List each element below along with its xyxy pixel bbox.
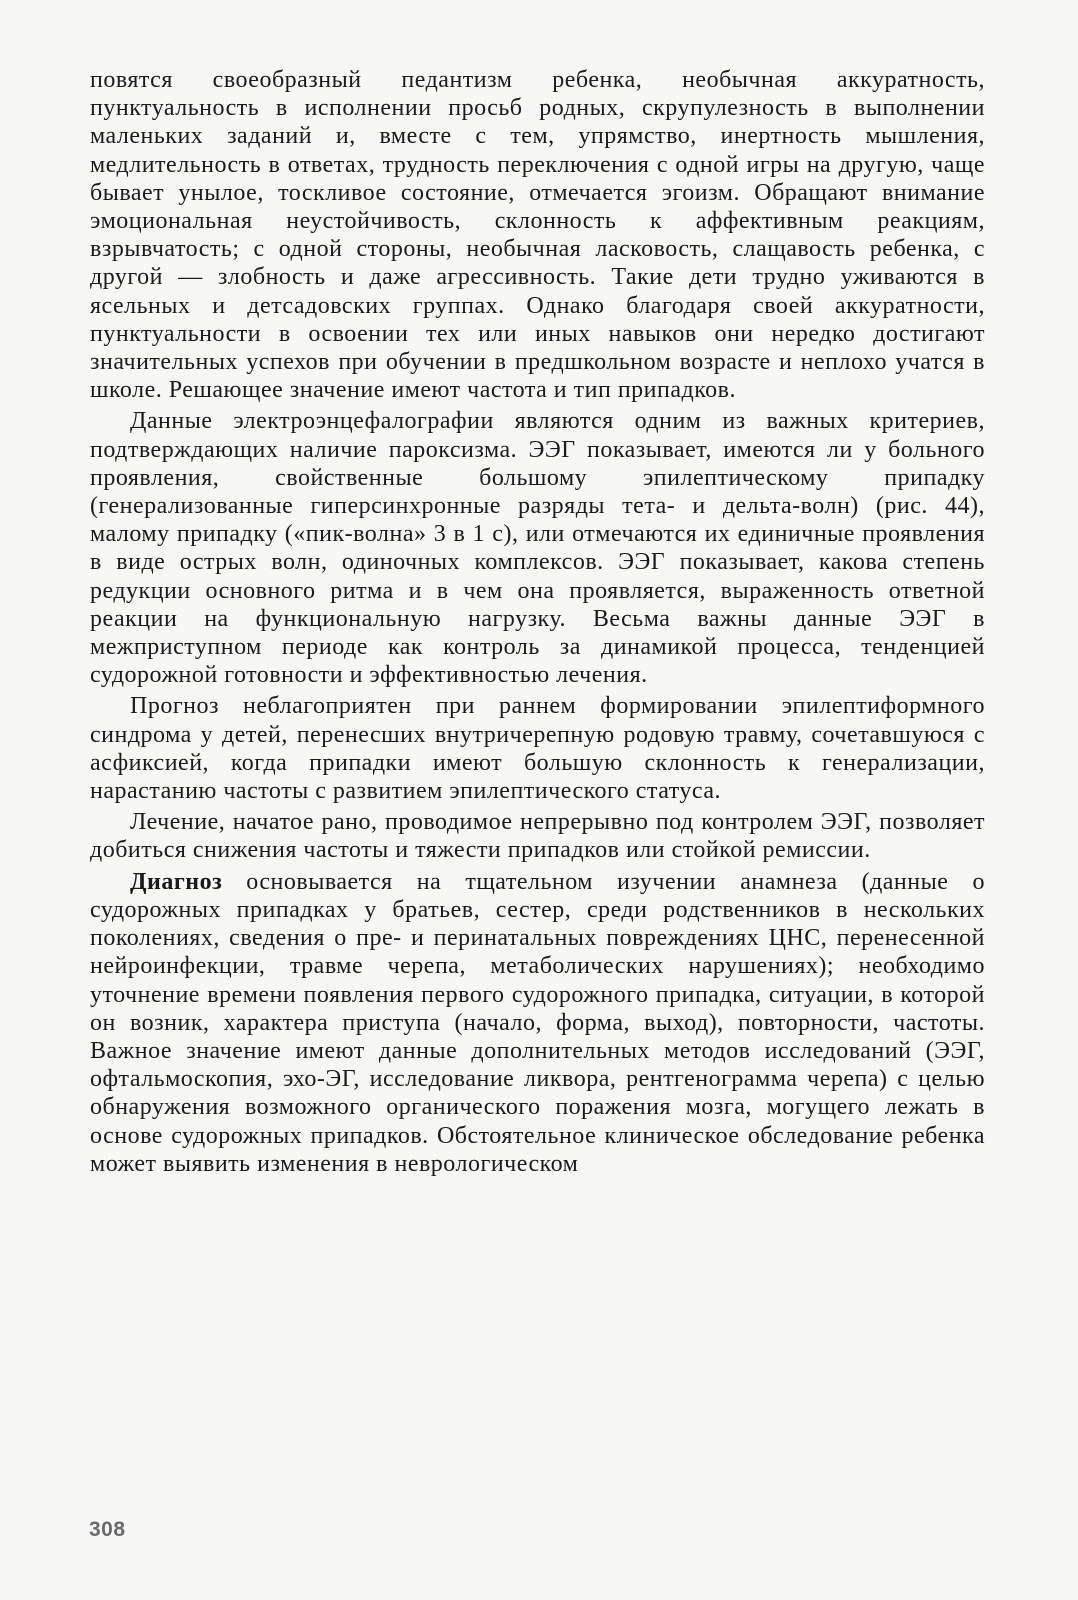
paragraph-1-text: повятся своеобразный педантизм ребенка, необычная аккуратность, пунктуальность в исполнении просьб родных, скрупулезность в выполнении маленьких заданий и, вместе с тем, упрямство, инертность мышления, медлительность в ответах, трудность переключения с одной игры на другую, чаще бывает унылое, тоскливое состояние, отмечается эгоизм. Обращают внимание эмоциональная неустойчивость, склонность к аффективным реакциям, взрывчатость; с одной стороны, необычная ласковость, слащавость ребенка, с другой — злобность и даже агрессивность. Такие дети трудно уживаются в ясельных и детсадовских группах. Однако благодаря своей аккуратности, пунктуальности в освоении тех или иных навыков они нередко достигают значительных успехов при обучении в предшкольном возрасте и неплохо учатся в школе. Решающее значение имеют частота и тип припадков. [90, 67, 985, 404]
paragraph-1 [90, 66, 985, 404]
page-body [90, 66, 985, 1178]
paragraph-3-text: Прогноз неблагоприятен при раннем формировании эпилептиформного синдрома у детей, перенесших внутричерепную родовую травму, сочетавшуюся с асфиксией, когда припадки имеют большую склонность к генерализации, нарастанию частоты с развитием эпилептического статуса. [90, 693, 985, 805]
paragraph-2-text: Данные электроэнцефалографии являются одним из важных критериев, подтверждающих наличие пароксизма. ЭЭГ показывает, имеются ли у больного проявления, свойственные большому эпилептическому припадку (генерализованные гиперсинхронные разряды тета- и дельта-волн) (рис. 44), малому припадку («пик-волна» 3 в 1 с), или отмечаются их единичные проявления в виде острых волн, одиночных комплексов. ЭЭГ показывает, какова степень редукции основного ритма и в чем она проявляется, выраженность ответной реакции на функциональную нагрузку. Весьма важны данные ЭЭГ в межприступном периоде как контроль за динамикой процесса, тенденцией судорожной готовности и эффективностью лечения. [90, 408, 985, 689]
paragraph-2 [90, 407, 985, 689]
page-number: 308 [89, 1518, 126, 1541]
paragraph-3 [90, 692, 985, 805]
paragraph-4 [90, 808, 985, 864]
paragraph-5-text: основывается на тщательном изучении анамнеза (данные о судорожных припадках у братьев, сестер, среди родственников в нескольких поколениях, сведения о пре- и перинатальных повреждениях ЦНС, перенесенной нейроинфекции, травме черепа, метаболических нарушениях); необходимо уточнение времени появления первого судорожного припадка, ситуации, в которой он возник, характера приступа (начало, форма, выход), повторности, частоты. Важное значение имеют данные дополнительных методов исследований (ЭЭГ, офтальмоскопия, эхо-ЭГ, исследование ликвора, рентгенограмма черепа) с целью обнаружения возможного органического поражения мозга, могущего лежать в основе судорожных припадков. Обстоятельное клиническое обследование ребенка может выявить изменения в неврологическом [90, 868, 985, 1177]
paragraph-4-text: Лечение, начатое рано, проводимое непрерывно под контролем ЭЭГ, позволяет добиться снижения частоты и тяжести припадков или стойкой ремиссии. [90, 809, 985, 864]
paragraph-5 [90, 868, 985, 1178]
paragraph-5-lead-term: Диагноз [130, 868, 223, 895]
